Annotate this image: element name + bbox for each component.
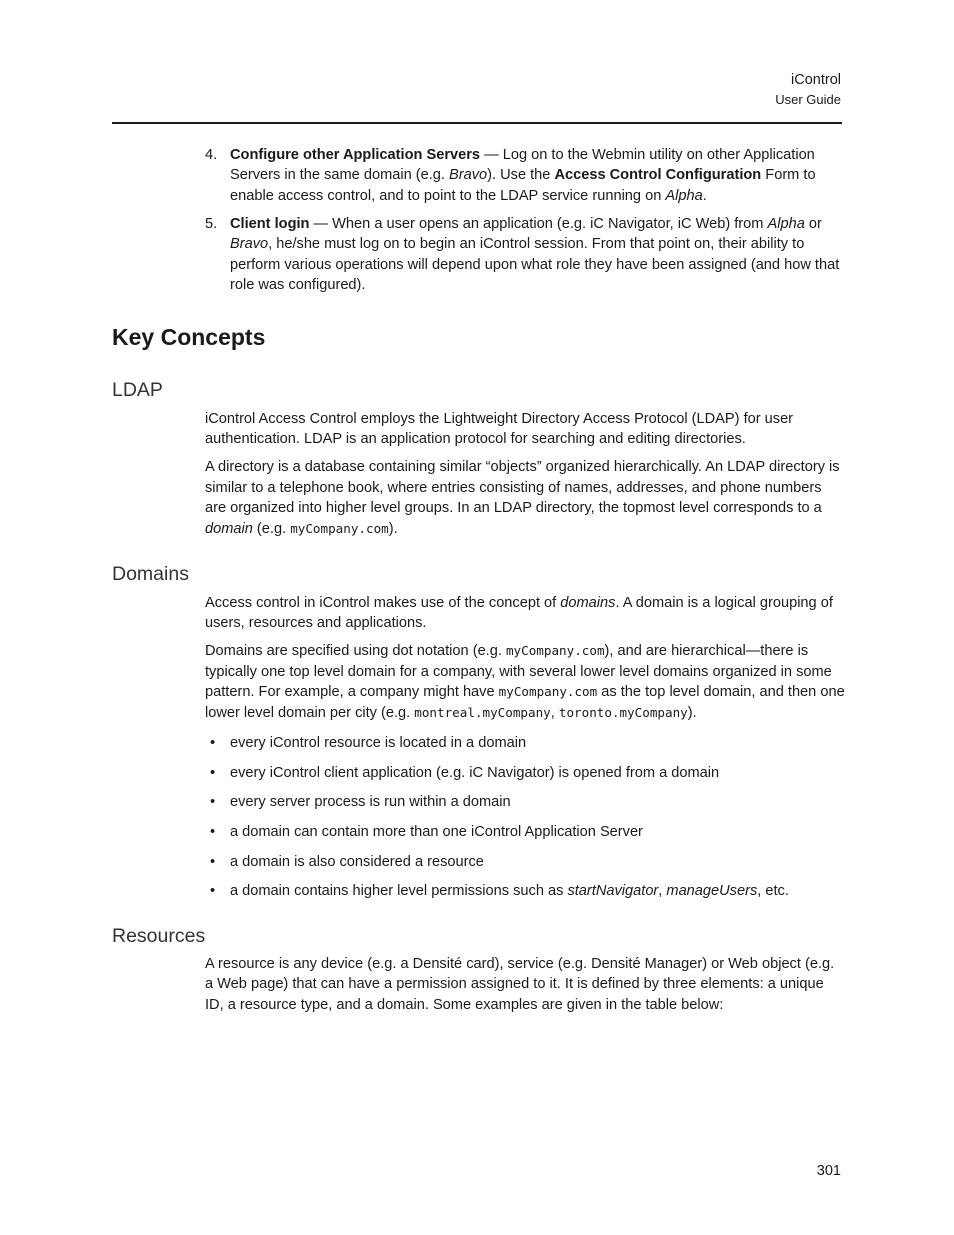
inline-code: myCompany.com [505, 643, 605, 659]
step-number: 5. [205, 215, 218, 232]
domains-heading: Domains [112, 563, 189, 585]
bullet-icon: • [210, 764, 216, 781]
step-text: — Log on to the Webmin utility on other Application Servers in the same domain (e.g. [230, 147, 815, 184]
domains-section [205, 593, 845, 911]
bullet-icon: • [210, 824, 216, 841]
step-number: 4. [205, 147, 218, 163]
list-item-text: a domain is also considered a resource [230, 853, 484, 870]
step-4 [205, 145, 845, 206]
step-emphasis: Alpha [767, 215, 805, 232]
paragraph-emphasis: domain [205, 520, 253, 537]
paragraph-text: ), and are hierarchical—there is typically one top level domain for a company, with several lower level domains organized in some pattern. For example, a company might have [205, 643, 832, 701]
bullet-icon: • [210, 853, 216, 870]
step-text: — When a user opens an application (e.g. iC Navigator, iC Web) from [309, 215, 768, 232]
list-item-text-part: , etc. [757, 883, 789, 900]
paragraph-text: A directory is a database containing similar “objects” organized hierarchically. An LDAP directory is similar to a telephone book, where entries consisting of names, addresses, and phone numbers are organized into higher level groups. In an LDAP directory, the topmost level corresponds to a [205, 459, 840, 517]
step-text: or [804, 215, 822, 232]
domains-bullet-list [205, 733, 845, 902]
step-title: Configure other Application Servers [230, 147, 481, 163]
step-5 [205, 214, 845, 296]
step-text: , he/she must log on to begin an iControl session. From that point on, their ability to perform various operations will depend upon what role they have been assigned (and how that role was configured). [230, 236, 840, 293]
list-item [205, 763, 845, 783]
inline-code: toronto.myCompany [558, 704, 688, 720]
ldap-heading: LDAP [112, 379, 163, 401]
header-rule [112, 122, 842, 124]
ldap-paragraph-2 [205, 457, 845, 539]
list-item-text-part: , [658, 883, 667, 900]
paragraph-text: ). [687, 704, 697, 721]
resources-paragraph-1: A resource is any device (e.g. a Densité card), service (e.g. Densité Manager) or Web object (e.g. a Web page) that can have a permission assigned to it. It is defined by three elements: a unique ID, a resource type, and a domain. Some examples are given in the table below: [205, 956, 835, 1013]
page-number: 301 [816, 1163, 841, 1179]
step-title: Client login [230, 215, 310, 232]
step-content [230, 214, 845, 296]
step-text: ). Use the [487, 167, 555, 184]
domains-paragraph-1 [205, 593, 845, 634]
list-item [205, 792, 845, 812]
ldap-section [205, 409, 845, 546]
step-emphasis: Bravo [230, 236, 269, 253]
page-header [775, 70, 841, 109]
key-concepts-heading: Key Concepts [112, 324, 266, 350]
paragraph-text: Domains are specified using dot notation (e.g. [205, 643, 506, 660]
inline-code: myCompany.com [498, 684, 598, 700]
paragraph-text: Access control in iControl makes use of the concept of [205, 595, 561, 611]
permission-name: startNavigator [567, 883, 659, 900]
procedure-steps [205, 145, 845, 303]
bullet-icon: • [210, 883, 216, 900]
paragraph-text: , [550, 704, 559, 721]
list-item-text: every server process is run within a domain [230, 794, 511, 811]
list-item-text: every iControl resource is located in a domain [230, 734, 527, 751]
paragraph-text: ). [388, 520, 398, 537]
bullet-icon: • [210, 734, 216, 751]
permission-name: manageUsers [666, 883, 758, 900]
list-item [205, 881, 845, 901]
paragraph-emphasis: domains [560, 595, 616, 611]
list-item-text [230, 881, 789, 901]
paragraph-text: (e.g. [252, 520, 291, 537]
header-subtitle: User Guide [775, 92, 841, 107]
list-item [205, 733, 845, 753]
list-item-text-part: a domain contains higher level permissions such as [230, 883, 568, 900]
list-item [205, 822, 845, 842]
bullet-icon: • [210, 794, 216, 811]
list-item-text: a domain can contain more than one iControl Application Server [230, 824, 643, 841]
inline-code: montreal.myCompany [414, 704, 551, 720]
list-item [205, 852, 845, 872]
step-emphasis: Bravo [449, 167, 488, 184]
step-text: . [702, 187, 707, 204]
resources-section [205, 954, 845, 1023]
ldap-paragraph-1: iControl Access Control employs the Lightweight Directory Access Protocol (LDAP) for user authentication. LDAP is an application protocol for searching and editing directories. [205, 411, 794, 448]
step-content [230, 145, 845, 206]
paragraph-text: as the top level domain, and then one lower level domain per city (e.g. [205, 684, 845, 721]
step-text: Form to enable access control, and to point to the LDAP service running on [230, 167, 816, 204]
step-form-name: Access Control Configuration [554, 167, 762, 184]
inline-code: myCompany.com [290, 520, 389, 536]
step-emphasis: Alpha [665, 187, 703, 204]
domains-paragraph-2 [205, 641, 845, 723]
list-item-text: every iControl client application (e.g. iC Navigator) is opened from a domain [230, 764, 720, 781]
paragraph-text: . A domain is a logical grouping of users, resources and applications. [205, 595, 833, 632]
resources-heading: Resources [112, 925, 206, 947]
header-title: iControl [791, 72, 841, 88]
